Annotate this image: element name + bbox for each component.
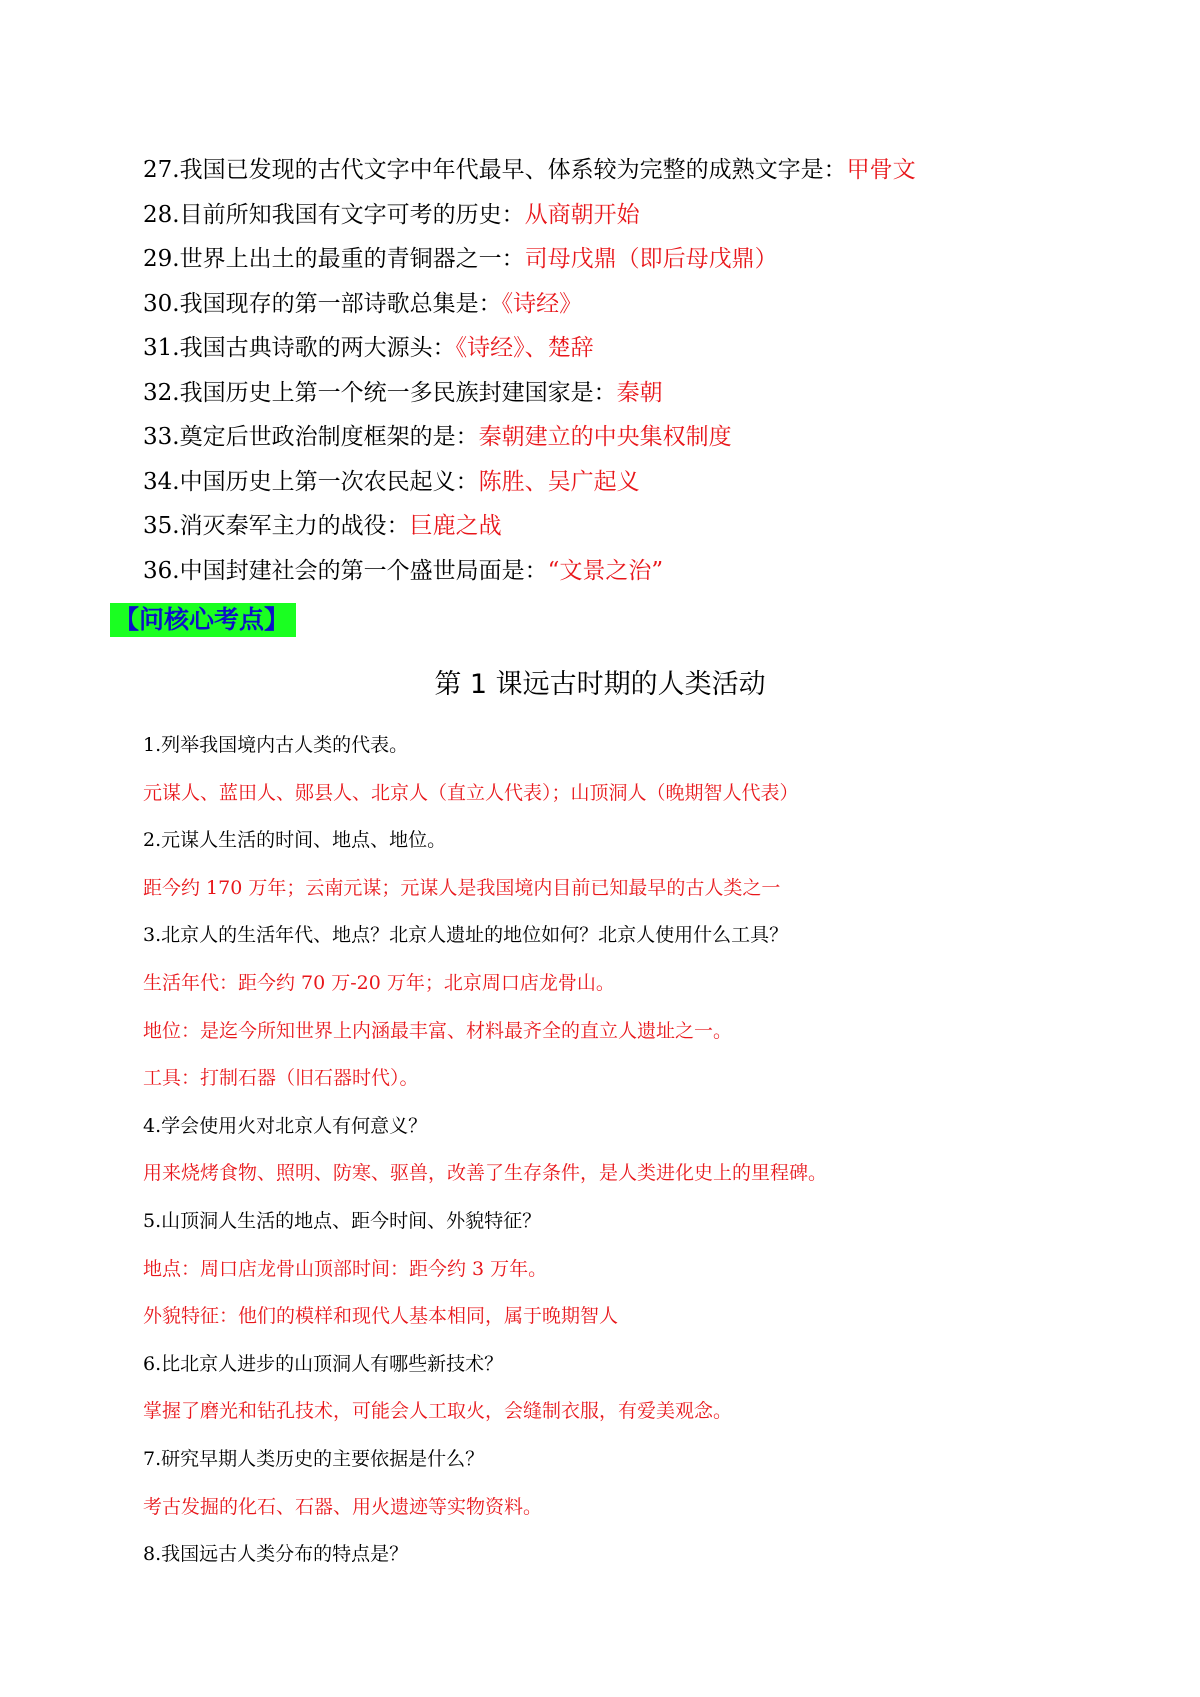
fact-item [143,460,916,505]
fact-question: 30.我国现存的第一部诗歌总集是： [143,290,502,317]
qa-answer: 地点：周口店龙骨山顶部时间：距今约 3 万年。 [143,1257,548,1280]
qa-question: 4.学会使用火对北京人有何意义？ [143,1114,428,1137]
qa-answer: 元谋人、蓝田人、郧县人、北京人（直立人代表）；山顶洞人（晚期智人代表） [143,781,799,804]
qa-answer: 生活年代：距今约 70 万-20 万年；北京周口店龙骨山。 [143,971,615,994]
section-tag: 【问核心考点】 [110,603,296,637]
qa-question: 1.列举我国境内古人类的代表。 [143,734,409,756]
qa-answer: 外貌特征：他们的模样和现代人基本相同，属于晚期智人 [143,1305,619,1328]
qa-question: 3.北京人的生活年代、地点？北京人遗址的地位如何？北京人使用什么工具？ [143,924,789,947]
fact-answer: 陈胜、吴广起义 [478,468,640,495]
fact-question: 28.目前所知我国有文字可考的历史： [143,201,525,228]
fact-answer: 秦朝 [616,379,663,406]
fact-answer: 巨鹿之战 [409,513,502,539]
fact-item [143,504,916,549]
fact-question: 36.中国封建社会的第一个盛世局面是： [143,557,548,584]
fact-item [143,326,916,371]
fact-answer: 甲骨文 [846,157,916,183]
qa-answer: 考古发掘的化石、石器、用火遗迹等实物资料。 [143,1495,543,1518]
qa-answer: 地位：是迄今所知世界上内涵最丰富、材料最齐全的直立人遗址之一。 [143,1019,733,1042]
qa-answer: 掌握了磨光和钻孔技术，可能会人工取火，会缝制衣服，有爱美观念。 [143,1400,733,1423]
fact-list [143,148,916,593]
fact-question: 33.奠定后世政治制度框架的是： [143,424,479,450]
fact-item [143,148,916,193]
fact-question: 31.我国古典诗歌的两大源头： [143,335,456,361]
fact-answer: 《诗经》、楚辞 [455,335,594,361]
qa-question: 5.山顶洞人生活的地点、距今时间、外貌特征？ [143,1209,542,1232]
lesson-title: 第 1 课远古时期的人类活动 [434,669,766,700]
qa-answer: 用来烧烤食物、照明、防寒、驱兽，改善了生存条件，是人类进化史上的里程碑。 [143,1162,828,1185]
fact-question: 34.中国历史上第一次农民起义： [143,468,479,495]
qa-answer: 工具：打制石器（旧石器时代）。 [143,1067,419,1090]
fact-item [143,193,916,238]
fact-answer: “文景之治” [547,557,664,584]
fact-question: 27.我国已发现的古代文字中年代最早、体系较为完整的成熟文字是： [143,157,847,183]
qa-question: 8.我国远古人类分布的特点是？ [143,1543,409,1566]
fact-item [143,415,916,460]
qa-question: 7.研究早期人类历史的主要依据是什么？ [143,1447,485,1470]
fact-answer: 秦朝建立的中央集权制度 [478,424,732,450]
fact-question: 35.消灭秦军主力的战役： [143,513,410,539]
fact-question: 29.世界上出土的最重的青铜器之一： [143,246,525,272]
fact-question: 32.我国历史上第一个统一多民族封建国家是： [143,379,617,406]
fact-answer: 从商朝开始 [524,201,640,228]
fact-item [143,371,916,416]
fact-item [143,282,916,327]
fact-answer: 司母戊鼎（即后母戊鼎） [524,246,778,272]
fact-item [143,237,916,282]
qa-answer: 距今约 170 万年；云南元谋；元谋人是我国境内目前已知最早的古人类之一 [143,876,781,899]
qa-question: 2.元谋人生活的时间、地点、地位。 [143,829,447,852]
fact-answer: 《诗经》 [501,290,583,317]
qa-question: 6.比北京人进步的山顶洞人有哪些新技术？ [143,1352,504,1375]
fact-item [143,549,916,594]
qa-list [143,722,827,1579]
